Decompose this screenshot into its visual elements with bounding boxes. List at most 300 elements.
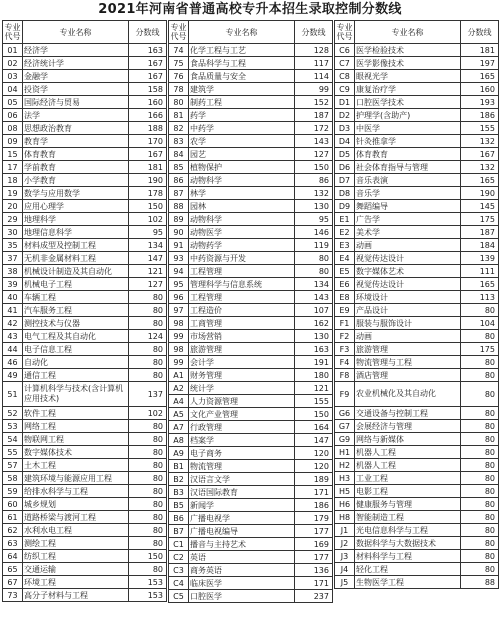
major-code: F2 (335, 330, 355, 343)
major-name: 植物保护 (189, 161, 295, 174)
major-name: 英语 (189, 551, 295, 564)
table-row (169, 278, 333, 291)
header-name: 专业名称 (355, 21, 461, 44)
score-value: 80 (461, 407, 499, 420)
major-code: E9 (335, 304, 355, 317)
table-row (335, 498, 499, 511)
score-value: 153 (129, 589, 167, 602)
score-value: 80 (129, 485, 167, 498)
major-code: 35 (3, 239, 23, 252)
table-row (3, 550, 167, 563)
major-code: E6 (335, 278, 355, 291)
score-value: 80 (461, 420, 499, 433)
major-code: A8 (169, 434, 189, 447)
table-row (335, 420, 499, 433)
table-row (3, 187, 167, 200)
major-code: 63 (3, 537, 23, 550)
major-code: J3 (335, 550, 355, 563)
score-value: 80 (129, 420, 167, 433)
score-value: 187 (295, 109, 333, 122)
table-row (335, 317, 499, 330)
score-value: 132 (295, 187, 333, 200)
score-value: 162 (295, 317, 333, 330)
score-value: 80 (295, 265, 333, 278)
major-code: H2 (335, 459, 355, 472)
table-row (3, 83, 167, 96)
major-code: 09 (3, 135, 23, 148)
table-row (335, 148, 499, 161)
major-code: 30 (3, 226, 23, 239)
major-name: 视觉传达设计 (355, 252, 461, 265)
score-value: 175 (461, 343, 499, 356)
major-name: 商务英语 (189, 564, 295, 577)
table-row (169, 148, 333, 161)
score-value: 80 (461, 537, 499, 550)
major-name: 市场营销 (189, 330, 295, 343)
major-name: 产品设计 (355, 304, 461, 317)
table-row (169, 330, 333, 343)
score-value: 136 (295, 564, 333, 577)
major-name: 交通运输 (23, 563, 129, 576)
major-code: 03 (3, 70, 23, 83)
score-value: 167 (461, 148, 499, 161)
major-name: 视觉传达设计 (355, 278, 461, 291)
score-value: 80 (461, 459, 499, 472)
major-code: 20 (3, 200, 23, 213)
score-value: 80 (461, 563, 499, 576)
major-code: 81 (169, 109, 189, 122)
major-name: 生物医学工程 (355, 576, 461, 589)
major-code: 02 (3, 57, 23, 70)
table-row (3, 459, 167, 472)
major-name: 城乡规划 (23, 498, 129, 511)
major-name: 口腔医学 (189, 590, 295, 603)
table-row (335, 485, 499, 498)
major-code: C1 (169, 538, 189, 551)
score-value: 80 (461, 304, 499, 317)
major-name: 计算机科学与技术(含计算机应用技术) (23, 382, 129, 407)
major-name: 机器人工程 (355, 459, 461, 472)
table-header-row (335, 21, 499, 44)
table-row (169, 174, 333, 187)
table-row (3, 278, 167, 291)
score-value: 80 (461, 446, 499, 459)
major-name: 交通设备与控制工程 (355, 407, 461, 420)
score-value: 80 (461, 369, 499, 382)
major-name: 旅游管理 (189, 343, 295, 356)
score-value: 80 (129, 343, 167, 356)
major-code: 42 (3, 317, 23, 330)
score-value: 130 (295, 200, 333, 213)
major-code: A9 (169, 447, 189, 460)
major-code: 39 (3, 278, 23, 291)
table-row (169, 447, 333, 460)
major-name: 旅游管理 (355, 343, 461, 356)
major-name: 高分子材料与工程 (23, 589, 129, 602)
score-value: 80 (461, 524, 499, 537)
table-row (169, 252, 333, 265)
major-code: D5 (335, 148, 355, 161)
major-name: 林学 (189, 187, 295, 200)
major-name: 服装与服饰设计 (355, 317, 461, 330)
table-row (3, 433, 167, 446)
major-code: 60 (3, 498, 23, 511)
major-name: 网络与新媒体 (355, 433, 461, 446)
major-name: 材料科学与工程 (355, 550, 461, 563)
score-value: 80 (129, 356, 167, 369)
table-row (335, 472, 499, 485)
table-row (169, 187, 333, 200)
major-code: 85 (169, 161, 189, 174)
major-name: 地理科学 (23, 213, 129, 226)
table-row (169, 408, 333, 421)
score-table-left (2, 20, 167, 602)
major-code: E1 (335, 213, 355, 226)
major-name: 中药资源与开发 (189, 252, 295, 265)
score-value: 153 (129, 576, 167, 589)
major-name: 会展经济与管理 (355, 420, 461, 433)
major-code: B5 (169, 499, 189, 512)
major-name: 音乐表演 (355, 174, 461, 187)
major-code: 58 (3, 472, 23, 485)
major-code: J5 (335, 576, 355, 589)
score-value: 80 (129, 369, 167, 382)
score-value: 167 (129, 70, 167, 83)
table-row (3, 576, 167, 589)
table-row (169, 434, 333, 447)
score-value: 184 (461, 239, 499, 252)
major-name: 眼视光学 (355, 70, 461, 83)
major-code: 44 (3, 343, 23, 356)
major-code: 06 (3, 109, 23, 122)
score-value: 80 (129, 433, 167, 446)
major-name: 自动化 (23, 356, 129, 369)
major-name: 健康服务与管理 (355, 498, 461, 511)
table-row (3, 369, 167, 382)
major-code: 19 (3, 187, 23, 200)
table-row (3, 96, 167, 109)
major-name: 道路桥梁与渡河工程 (23, 511, 129, 524)
major-name: 电子信息工程 (23, 343, 129, 356)
major-name: 经济统计学 (23, 57, 129, 70)
major-code: 62 (3, 524, 23, 537)
major-name: 软件工程 (23, 407, 129, 420)
major-name: 轻化工程 (355, 563, 461, 576)
major-code: C7 (335, 57, 355, 70)
header-code: 专业代号 (335, 21, 355, 44)
table-row (169, 395, 333, 408)
major-code: G9 (335, 433, 355, 446)
major-code: 17 (3, 161, 23, 174)
major-code: 98 (169, 343, 189, 356)
score-value: 80 (129, 304, 167, 317)
table-row (3, 226, 167, 239)
major-name: 测控技术与仪器 (23, 317, 129, 330)
table-row (169, 564, 333, 577)
table-row (335, 382, 499, 407)
table-row (169, 382, 333, 395)
major-code: C5 (169, 590, 189, 603)
major-name: 数字媒体技术 (23, 446, 129, 459)
major-code: 61 (3, 511, 23, 524)
major-name: 汉语言文学 (189, 473, 295, 486)
score-value: 132 (461, 135, 499, 148)
major-code: 82 (169, 122, 189, 135)
major-name: 农业机械化及其自动化 (355, 382, 461, 407)
major-name: 国际经济与贸易 (23, 96, 129, 109)
major-code: 52 (3, 407, 23, 420)
table-row (335, 304, 499, 317)
score-value: 104 (461, 317, 499, 330)
table-row (335, 550, 499, 563)
major-name: 投资学 (23, 83, 129, 96)
major-name: 临床医学 (189, 577, 295, 590)
score-value: 165 (461, 278, 499, 291)
major-name: 汽车服务工程 (23, 304, 129, 317)
major-code: J1 (335, 524, 355, 537)
score-value: 150 (129, 550, 167, 563)
table-row (335, 70, 499, 83)
score-value: 127 (295, 148, 333, 161)
major-code: D7 (335, 174, 355, 187)
score-value: 113 (461, 291, 499, 304)
table-row (169, 317, 333, 330)
major-code: 57 (3, 459, 23, 472)
table-row (169, 161, 333, 174)
table-row (335, 356, 499, 369)
table-row (3, 356, 167, 369)
major-code: F1 (335, 317, 355, 330)
table-row (335, 161, 499, 174)
score-value: 181 (461, 44, 499, 57)
major-name: 应用心理学 (23, 200, 129, 213)
major-name: 广播电视学 (189, 512, 295, 525)
score-value: 147 (295, 434, 333, 447)
table-row (335, 252, 499, 265)
major-code: 08 (3, 122, 23, 135)
major-code: A1 (169, 369, 189, 382)
major-name: 针灸推拿学 (355, 135, 461, 148)
table-row (169, 200, 333, 213)
major-name: 动物药学 (189, 239, 295, 252)
major-code: E4 (335, 252, 355, 265)
major-code: 37 (3, 252, 23, 265)
major-name: 思想政治教育 (23, 122, 129, 135)
table-row (169, 538, 333, 551)
score-value: 175 (461, 213, 499, 226)
score-value: 147 (129, 252, 167, 265)
major-name: 工业工程 (355, 472, 461, 485)
major-code: H3 (335, 472, 355, 485)
major-code: 80 (169, 96, 189, 109)
major-code: C6 (335, 44, 355, 57)
major-name: 中药学 (189, 122, 295, 135)
major-code: D2 (335, 109, 355, 122)
score-value: 171 (295, 486, 333, 499)
table-row (169, 44, 333, 57)
major-code: 99 (169, 356, 189, 369)
major-name: 社会体育指导与管理 (355, 161, 461, 174)
score-value: 163 (295, 343, 333, 356)
score-value: 121 (295, 382, 333, 395)
score-table-middle (168, 20, 333, 603)
table-row (3, 200, 167, 213)
score-value: 155 (461, 122, 499, 135)
table-row (335, 44, 499, 57)
major-name: 舞蹈编导 (355, 200, 461, 213)
table-row (335, 96, 499, 109)
major-name: 汉语国际教育 (189, 486, 295, 499)
major-name: 地理信息科学 (23, 226, 129, 239)
score-value: 180 (295, 369, 333, 382)
table-row (3, 472, 167, 485)
major-name: 物流管理 (189, 460, 295, 473)
score-value: 186 (295, 499, 333, 512)
major-code: H5 (335, 485, 355, 498)
score-value: 166 (129, 109, 167, 122)
major-code: 97 (169, 304, 189, 317)
major-code: E8 (335, 291, 355, 304)
major-code: 53 (3, 420, 23, 433)
major-code: C9 (335, 83, 355, 96)
major-name: 小学教育 (23, 174, 129, 187)
major-name: 动画 (355, 330, 461, 343)
score-value: 86 (295, 174, 333, 187)
page-title: 2021年河南省普通高校专升本招生录取控制分数线 (98, 2, 402, 17)
table-row (3, 343, 167, 356)
score-value: 80 (129, 446, 167, 459)
table-row (335, 576, 499, 589)
table-row (169, 356, 333, 369)
major-code: G7 (335, 420, 355, 433)
major-name: 车辆工程 (23, 291, 129, 304)
table-row (3, 382, 167, 407)
table-row (169, 239, 333, 252)
table-row (335, 459, 499, 472)
table-row (3, 213, 167, 226)
score-value: 80 (129, 524, 167, 537)
major-name: 护理学(含助产) (355, 109, 461, 122)
major-name: 环境设计 (355, 291, 461, 304)
score-value: 80 (129, 317, 167, 330)
score-value: 155 (295, 395, 333, 408)
major-name: 建筑环境与能源应用工程 (23, 472, 129, 485)
table-row (3, 498, 167, 511)
score-value: 179 (295, 512, 333, 525)
score-value: 150 (295, 161, 333, 174)
major-name: 机器人工程 (355, 446, 461, 459)
major-code: B7 (169, 525, 189, 538)
major-name: 动画 (355, 239, 461, 252)
score-value: 80 (129, 459, 167, 472)
major-name: 电子商务 (189, 447, 295, 460)
table-row (335, 343, 499, 356)
score-value: 139 (461, 252, 499, 265)
score-value: 145 (461, 200, 499, 213)
table-row (169, 265, 333, 278)
major-name: 数学与应用数学 (23, 187, 129, 200)
table-row (3, 148, 167, 161)
major-name: 档案学 (189, 434, 295, 447)
major-name: 材料成型及控制工程 (23, 239, 129, 252)
major-name: 制药工程 (189, 96, 295, 109)
major-name: 物联网工程 (23, 433, 129, 446)
major-code: 91 (169, 239, 189, 252)
major-name: 广播电视编导 (189, 525, 295, 538)
score-value: 120 (295, 447, 333, 460)
table-row (335, 83, 499, 96)
table-row (3, 109, 167, 122)
major-name: 经济学 (23, 44, 129, 57)
major-name: 土木工程 (23, 459, 129, 472)
major-code: E2 (335, 226, 355, 239)
major-code: 46 (3, 356, 23, 369)
major-code: G6 (335, 407, 355, 420)
major-name: 新闻学 (189, 499, 295, 512)
table-row (169, 512, 333, 525)
major-name: 法学 (23, 109, 129, 122)
major-code: 87 (169, 187, 189, 200)
major-code: D6 (335, 161, 355, 174)
major-code: F9 (335, 382, 355, 407)
score-value: 191 (295, 356, 333, 369)
score-value: 150 (129, 200, 167, 213)
major-code: A7 (169, 421, 189, 434)
major-code: H8 (335, 511, 355, 524)
table-row (3, 537, 167, 550)
major-code: 43 (3, 330, 23, 343)
score-value: 134 (129, 239, 167, 252)
major-name: 给排水科学与工程 (23, 485, 129, 498)
major-name: 无机非金属材料工程 (23, 252, 129, 265)
table-row (169, 70, 333, 83)
score-value: 164 (295, 421, 333, 434)
score-value: 172 (295, 122, 333, 135)
table-row (169, 57, 333, 70)
table-row (169, 96, 333, 109)
major-name: 园艺 (189, 148, 295, 161)
score-value: 150 (295, 408, 333, 421)
major-name: 电气工程及其自动化 (23, 330, 129, 343)
table-row (3, 252, 167, 265)
major-name: 体育教育 (23, 148, 129, 161)
major-code: D8 (335, 187, 355, 200)
major-code: 05 (3, 96, 23, 109)
major-code: 73 (3, 589, 23, 602)
table-row (335, 291, 499, 304)
table-row (335, 407, 499, 420)
major-name: 网络工程 (23, 420, 129, 433)
major-code: J2 (335, 537, 355, 550)
major-name: 医学检验技术 (355, 44, 461, 57)
score-value: 190 (129, 174, 167, 187)
score-value: 120 (295, 460, 333, 473)
major-code: 88 (169, 200, 189, 213)
score-value: 111 (461, 265, 499, 278)
major-code: H6 (335, 498, 355, 511)
major-code: C2 (169, 551, 189, 564)
score-value: 193 (461, 96, 499, 109)
score-value: 146 (295, 226, 333, 239)
major-code: 75 (169, 57, 189, 70)
score-value: 80 (461, 498, 499, 511)
score-value: 95 (129, 226, 167, 239)
table-row (335, 563, 499, 576)
score-value: 167 (129, 57, 167, 70)
major-code: 18 (3, 174, 23, 187)
score-value: 177 (295, 525, 333, 538)
score-value: 80 (129, 472, 167, 485)
